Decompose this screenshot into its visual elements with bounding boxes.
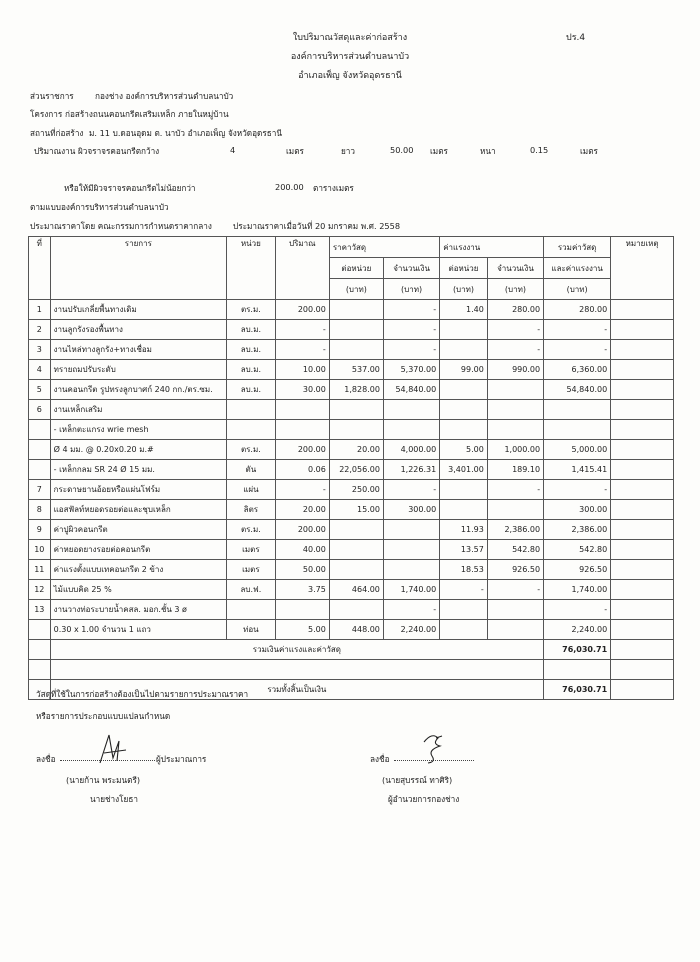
header-baht: (บาท) [544, 279, 611, 300]
cell-item: ค่าปูผิวคอนกรีต [50, 520, 226, 540]
cell-remark [611, 640, 674, 660]
header-remark: หมายเหตุ [611, 237, 674, 300]
cell-lp [440, 620, 488, 640]
cell-item: - เหล็กตะแกรง wrie mesh [50, 420, 226, 440]
cell-unit: ลบ.ม. [227, 380, 276, 400]
cell-mp: 1,828.00 [329, 380, 383, 400]
project-label: โครงการ [30, 109, 63, 119]
subtotal-row-label: รวมเงินค่าแรงและค่าวัสดุ [50, 640, 543, 660]
table-row [29, 440, 674, 460]
cell-la: 2,386.00 [487, 520, 543, 540]
cell-mp [329, 560, 383, 580]
subtotal-row [29, 640, 674, 660]
cell-la [487, 600, 543, 620]
organization-name: องค์การบริหารส่วนตำบลนาบัว [290, 52, 410, 62]
cell-no: 13 [29, 600, 51, 620]
cell-ma [383, 400, 439, 420]
cell-tot: 54,840.00 [544, 380, 611, 400]
cell-unit: ลิตร [227, 500, 276, 520]
length-value: 50.00 [390, 145, 414, 155]
thickness-label: หนา [480, 146, 496, 156]
cell-remark [611, 320, 674, 340]
note-line-1: วัสดุที่ใช้ในการก่อสร้างต้องเป็นไปตามรายการประมาณราคา [36, 689, 249, 699]
thickness-value: 0.15 [530, 145, 549, 155]
cell-ma: - [383, 340, 439, 360]
cell-qty: 200.00 [275, 520, 329, 540]
table-row [29, 500, 674, 520]
cell-lp: - [440, 580, 488, 600]
cell-mp: 15.00 [329, 500, 383, 520]
cell-mp [329, 600, 383, 620]
cell-ma [383, 540, 439, 560]
cell-ma: 1,740.00 [383, 580, 439, 600]
cell-mp: 464.00 [329, 580, 383, 600]
cell-qty: 40.00 [275, 540, 329, 560]
cell-ma: - [383, 480, 439, 500]
table-row [29, 340, 674, 360]
cell-ma: 5,370.00 [383, 360, 439, 380]
agency-value: กองช่าง องค์การบริหารส่วนตำบลนาบัว [95, 91, 234, 101]
site-value: ม. 11 บ.ดอนอุดม ต. นาบัว อำเภอเพ็ญ จังหวัดอุดรธานี [89, 128, 282, 138]
cell-no: 11 [29, 560, 51, 580]
left-signature-line-2 [130, 760, 155, 761]
header-unit: หน่วย [227, 237, 276, 300]
cell-qty [275, 400, 329, 420]
quantity-label: ปริมาณงาน ผิวจราจรคอนกรีตกว้าง [34, 146, 160, 156]
cell-la: - [487, 580, 543, 600]
cell-mp [329, 540, 383, 560]
header-material-amount: จำนวนเงิน [383, 258, 439, 279]
cell-tot [544, 420, 611, 440]
cell-no [29, 420, 51, 440]
cell-ma [383, 420, 439, 440]
cell-no: 9 [29, 520, 51, 540]
cell-item: งานวางท่อระบายน้ำคสล. มอก.ชั้น 3 ø [50, 600, 226, 620]
cell-tot: - [544, 600, 611, 620]
cell-tot: 2,240.00 [544, 620, 611, 640]
table-row [29, 580, 674, 600]
cell-lp [440, 400, 488, 420]
cell-lp: 5.00 [440, 440, 488, 460]
table-header-row [29, 237, 674, 258]
cell-unit: ตัน [227, 460, 276, 480]
cell-la: 990.00 [487, 360, 543, 380]
cell-tot: - [544, 340, 611, 360]
cell-tot [544, 400, 611, 420]
header-labor-amount: จำนวนเงิน [487, 258, 543, 279]
cell-lp: 18.53 [440, 560, 488, 580]
header-baht: (บาท) [440, 279, 488, 300]
table-row [29, 560, 674, 580]
cell-qty: 5.00 [275, 620, 329, 640]
cell-remark [611, 620, 674, 640]
cell-no [29, 460, 51, 480]
cell-lp [440, 380, 488, 400]
cell-la [487, 380, 543, 400]
cell-remark [611, 540, 674, 560]
table-row [29, 320, 674, 340]
agency-label: ส่วนราชการ [30, 91, 74, 101]
area-unit: ตารางเมตร [313, 183, 354, 193]
cell-ma [383, 520, 439, 540]
cell-no: 4 [29, 360, 51, 380]
priced-by: ประมาณราคาโดย คณะกรรมการกำหนดราคากลาง [30, 221, 212, 231]
cell-lp: 3,401.00 [440, 460, 488, 480]
project-value: ก่อสร้างถนนคอนกรีตเสริมเหล็ก ภายในหมู่บ้าน [65, 109, 229, 119]
cell-la: - [487, 320, 543, 340]
cell-lp [440, 420, 488, 440]
cell-remark [611, 560, 674, 580]
cell-no: 6 [29, 400, 51, 420]
cell-lp: 13.57 [440, 540, 488, 560]
cell-qty [275, 600, 329, 620]
cell-mp [329, 300, 383, 320]
table-row [29, 520, 674, 540]
cell-lp: 1.40 [440, 300, 488, 320]
cell-no [29, 620, 51, 640]
width-unit: เมตร [286, 146, 304, 156]
cell-no: 1 [29, 300, 51, 320]
cell-qty: 0.06 [275, 460, 329, 480]
cell-unit [227, 420, 276, 440]
document-title: ใบปริมาณวัสดุและค่าก่อสร้าง [292, 33, 408, 43]
grand-total-row-label: รวมทั้งสิ้นเป็นเงิน [50, 680, 543, 700]
cell-unit: ลบ.ม. [227, 360, 276, 380]
cell-la: - [487, 340, 543, 360]
cell-unit: ท่อน [227, 620, 276, 640]
cell-la: 542.80 [487, 540, 543, 560]
cell-la [487, 420, 543, 440]
cell-qty: 10.00 [275, 360, 329, 380]
site-label: สถานที่ก่อสร้าง [30, 128, 84, 138]
cell-ma: 54,840.00 [383, 380, 439, 400]
cell-unit: ลบ.ม. [227, 340, 276, 360]
cell-qty: - [275, 320, 329, 340]
area-label: หรือให้มีผิวจราจรคอนกรีตไม่น้อยกว่า [64, 183, 196, 193]
cell-item: ค่าหยอดยางรอยต่อคอนกรีต [50, 540, 226, 560]
table-row [29, 420, 674, 440]
price-date: ประมาณราคาเมื่อวันที่ 20 มกราคม พ.ศ. 2558 [233, 221, 401, 231]
cell-ma: - [383, 600, 439, 620]
grand-total-row-value: 76,030.71 [544, 680, 611, 700]
right-handwritten-signature [418, 730, 448, 766]
cell-item: ไม้แบบคิด 25 % [50, 580, 226, 600]
cell-ma: 1,226.31 [383, 460, 439, 480]
cell-unit: ลบ.ฟ. [227, 580, 276, 600]
cell-mp: 22,056.00 [329, 460, 383, 480]
length-label: ยาว [341, 146, 355, 156]
table-row [29, 540, 674, 560]
header-total: รวมค่าวัสดุ [544, 237, 611, 258]
header-labor-unit-price: ต่อหน่วย [440, 258, 488, 279]
cell-unit: ตร.ม. [227, 300, 276, 320]
table-row [29, 480, 674, 500]
cell-unit: ตร.ม. [227, 520, 276, 540]
cell-qty: 200.00 [275, 300, 329, 320]
cell-remark [611, 580, 674, 600]
cell-ma: 4,000.00 [383, 440, 439, 460]
cell-item: งานไหล่ทางลูกรัง+ทางเชื่อม [50, 340, 226, 360]
left-sign-label: ลงชื่อ [36, 754, 56, 764]
cell-mp: 250.00 [329, 480, 383, 500]
left-signer-title: นายช่างโยธา [90, 794, 138, 804]
cell-unit: แผ่น [227, 480, 276, 500]
left-sign-role: ผู้ประมาณการ [156, 754, 207, 764]
cell-tot: 6,360.00 [544, 360, 611, 380]
area-value: 200.00 [275, 182, 304, 192]
cell-tot: 300.00 [544, 500, 611, 520]
cell-unit: เมตร [227, 560, 276, 580]
bill-of-quantities-table [28, 236, 674, 700]
table-row [29, 300, 674, 320]
right-signer-name: (นายสุบรรณ์ ทาศิริ) [382, 775, 453, 785]
note-line-2: หรือรายการประกอบแบบแปลนกำหนด [36, 711, 171, 721]
cell-item: 0.30 x 1.00 จำนวน 1 แถว [50, 620, 226, 640]
cell-item: งานเหล็กเสริม [50, 400, 226, 420]
cell-qty: 30.00 [275, 380, 329, 400]
header-quantity: ปริมาณ [275, 237, 329, 300]
cell-tot: 280.00 [544, 300, 611, 320]
header-baht: (บาท) [487, 279, 543, 300]
blank-row [29, 660, 674, 680]
cell-qty: 50.00 [275, 560, 329, 580]
left-handwritten-signature [96, 731, 130, 767]
header-no: ที่ [29, 237, 51, 300]
cell-qty: 20.00 [275, 500, 329, 520]
cell-mp [329, 400, 383, 420]
cell-lp: 11.93 [440, 520, 488, 540]
cell-remark [611, 480, 674, 500]
cell-tot: 5,000.00 [544, 440, 611, 460]
cell-la [487, 500, 543, 520]
cell-qty: - [275, 480, 329, 500]
cell-remark [611, 680, 674, 700]
cell-tot: 1,415.41 [544, 460, 611, 480]
right-sign-label: ลงชื่อ [370, 754, 390, 764]
header-item: รายการ [50, 237, 226, 300]
cell-remark [611, 400, 674, 420]
cell-ma: 2,240.00 [383, 620, 439, 640]
cell-la: 189.10 [487, 460, 543, 480]
cell-qty: - [275, 340, 329, 360]
cell-remark [611, 460, 674, 480]
table-row [29, 360, 674, 380]
header-baht: (บาท) [383, 279, 439, 300]
cell-item: - เหล็กกลม SR 24 Ø 15 มม. [50, 460, 226, 480]
cell-tot: 2,386.00 [544, 520, 611, 540]
cell-remark [611, 520, 674, 540]
header-baht: (บาท) [329, 279, 383, 300]
cell-ma: 300.00 [383, 500, 439, 520]
cell-tot: - [544, 320, 611, 340]
cell-mp [329, 340, 383, 360]
cell-remark [611, 600, 674, 620]
cell-la: 926.50 [487, 560, 543, 580]
pattern-text: ตามแบบองค์การบริหารส่วนตำบลนาบัว [30, 202, 169, 212]
cell-qty: 200.00 [275, 440, 329, 460]
cell-la [487, 400, 543, 420]
cell-lp [440, 340, 488, 360]
cell-item: Ø 4 มม. @ 0.20x0.20 ม.# [50, 440, 226, 460]
district-name: อำเภอเพ็ญ จังหวัดอุดรธานี [298, 71, 402, 81]
left-signer-name: (นายก้าน พระมนตรี) [66, 775, 141, 785]
cell-unit: เมตร [227, 540, 276, 560]
table-row [29, 600, 674, 620]
table-row [29, 380, 674, 400]
cell-item: ทรายถมปรับระดับ [50, 360, 226, 380]
cell-lp: 99.00 [440, 360, 488, 380]
cell-mp: 20.00 [329, 440, 383, 460]
header-material-unit-price: ต่อหน่วย [329, 258, 383, 279]
table-row [29, 400, 674, 420]
cell-mp [329, 320, 383, 340]
cell-remark [611, 380, 674, 400]
cell-no: 3 [29, 340, 51, 360]
cell-item: งานปรับเกลี่ยพื้นทางเดิม [50, 300, 226, 320]
cell-lp [440, 480, 488, 500]
cell-la: 1,000.00 [487, 440, 543, 460]
cell-remark [611, 440, 674, 460]
cell-mp: 448.00 [329, 620, 383, 640]
cell-mp [329, 420, 383, 440]
cell-no [29, 440, 51, 460]
cell-la: 280.00 [487, 300, 543, 320]
table-row [29, 460, 674, 480]
cell-no: 12 [29, 580, 51, 600]
cell-lp [440, 320, 488, 340]
cell-mp: 537.00 [329, 360, 383, 380]
cell-no: 10 [29, 540, 51, 560]
header-material-price: ราคาวัสดุ [329, 237, 439, 258]
cell-unit [227, 600, 276, 620]
cell-no: 8 [29, 500, 51, 520]
cell-tot: - [544, 480, 611, 500]
table-row [29, 620, 674, 640]
cell-qty [275, 420, 329, 440]
cell-item: งานลูกรังรองพื้นทาง [50, 320, 226, 340]
cell-unit [227, 400, 276, 420]
header-labor-cost: ค่าแรงงาน [440, 237, 544, 258]
right-signer-title: ผู้อำนวยการกองช่าง [388, 794, 460, 804]
cell-item: กระดาษยานอ้อยหรือแผ่นโฟร์ม [50, 480, 226, 500]
cell-remark [611, 420, 674, 440]
cell-la [487, 620, 543, 640]
cell-lp [440, 600, 488, 620]
width-value: 4 [230, 145, 236, 155]
cell-remark [611, 360, 674, 380]
cell-ma: - [383, 300, 439, 320]
cell-lp [440, 500, 488, 520]
cell-item: งานคอนกรีต รูปทรงลูกบาศก์ 240 กก./ตร.ซม. [50, 380, 226, 400]
cell-ma: - [383, 320, 439, 340]
subtotal-row-value: 76,030.71 [544, 640, 611, 660]
cell-tot: 542.80 [544, 540, 611, 560]
cell-remark [611, 300, 674, 320]
length-unit: เมตร [430, 146, 448, 156]
cell-no: 2 [29, 320, 51, 340]
form-code: ปร.4 [566, 33, 586, 43]
cell-unit: ลบ.ม. [227, 320, 276, 340]
cell-qty: 3.75 [275, 580, 329, 600]
cell-no: 5 [29, 380, 51, 400]
cell-remark [611, 500, 674, 520]
cell-tot: 926.50 [544, 560, 611, 580]
cell-remark [611, 340, 674, 360]
cell-la: - [487, 480, 543, 500]
cell-unit: ตร.ม. [227, 440, 276, 460]
cell-mp [329, 520, 383, 540]
cell-tot: 1,740.00 [544, 580, 611, 600]
cell-ma [383, 560, 439, 580]
thickness-unit: เมตร [580, 146, 598, 156]
cell-no: 7 [29, 480, 51, 500]
cell-item: ค่าแรงตั้งแบบเทคอนกรีต 2 ข้าง [50, 560, 226, 580]
cell-item: แอสฟัลท์หยอดรอยต่อและชุบเหล็ก [50, 500, 226, 520]
header-total-2: และค่าแรงงาน [544, 258, 611, 279]
